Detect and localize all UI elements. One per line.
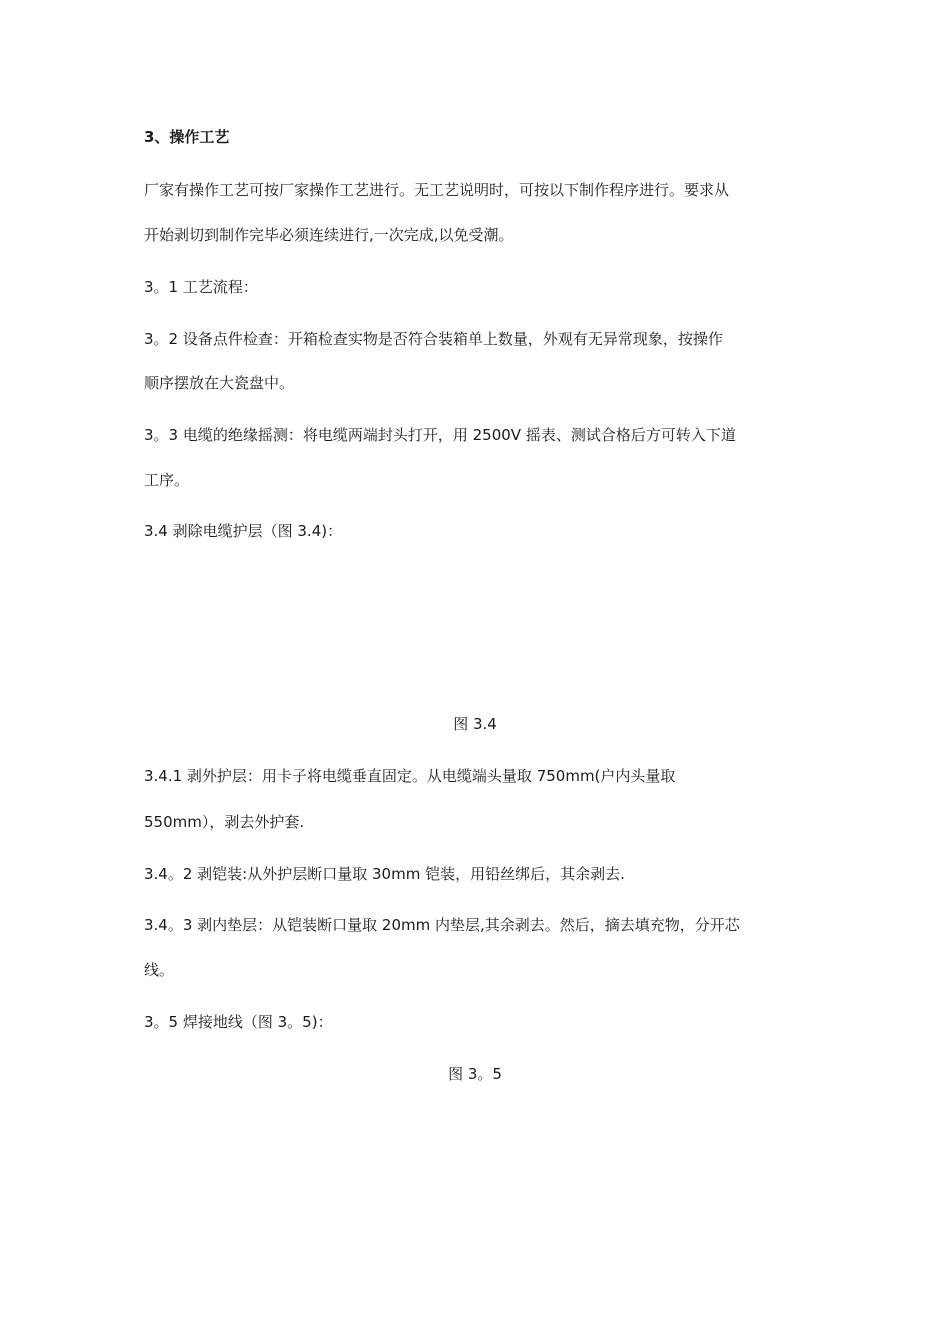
intro-line-1: 厂家有操作工艺可按厂家操作工艺进行。无工艺说明时，可按以下制作程序进行。要求从	[144, 181, 730, 199]
step-3-4-2: 3.4。2 剥铠装:从外护层断口量取 30mm 铠装，用铅丝绑后，其余剥去.	[144, 865, 625, 883]
section-title: 3、操作工艺	[144, 128, 230, 146]
step-3-4-1-line-1: 3.4.1 剥外护层：用卡子将电缆垂直固定。从电缆端头量取 750mm(户内头量取	[144, 767, 676, 785]
figure-3-5-caption: 图 3。5	[448, 1065, 502, 1083]
step-3-4: 3.4 剥除电缆护层（图 3.4)：	[144, 522, 343, 540]
step-3-4-1-line-2: 550mm），剥去外护套.	[144, 813, 305, 831]
step-3-4-3-line-1: 3.4。3 剥内垫层：从铠装断口量取 20mm 内垫层,其余剥去。然后，摘去填充物，分开芯	[144, 916, 740, 934]
step-3-2-line-1: 3。2 设备点件检查：开箱检查实物是否符合装箱单上数量，外观有无异常现象，按操作	[144, 330, 723, 348]
figure-3-4-caption: 图 3.4	[453, 715, 497, 733]
step-3-1: 3。1 工艺流程：	[144, 278, 258, 296]
step-3-4-3-line-2: 线。	[144, 961, 175, 979]
step-3-3-line-1: 3。3 电缆的绝缘摇测：将电缆两端封头打开，用 2500V 摇表、测试合格后方可转入下道	[144, 426, 736, 444]
intro-line-2: 开始剥切到制作完毕必须连续进行,一次完成,以免受潮。	[144, 226, 514, 244]
step-3-2-line-2: 顺序摆放在大瓷盘中。	[144, 374, 295, 392]
step-3-3-line-2: 工序。	[144, 471, 190, 489]
step-3-5: 3。5 焊接地线（图 3。5)：	[144, 1013, 333, 1031]
